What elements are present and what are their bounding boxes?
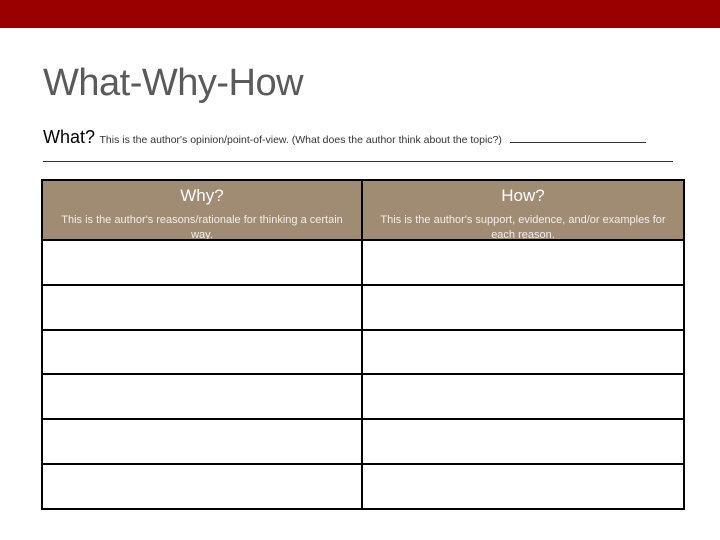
why-header-description: This is the author's reasons/rationale for thinking a certain way. — [61, 214, 343, 241]
how-cell-2[interactable] — [363, 284, 683, 329]
what-answer-blank[interactable] — [510, 132, 646, 143]
how-cell-1[interactable] — [363, 239, 683, 284]
how-cell-5[interactable] — [363, 418, 683, 463]
why-cell-6[interactable] — [43, 463, 363, 508]
how-cell-6[interactable] — [363, 463, 683, 508]
how-header-description: This is the author's support, evidence, and/or examples for each reason. — [380, 214, 666, 241]
why-cell-3[interactable] — [43, 329, 363, 374]
how-header-title: How? — [501, 186, 545, 205]
why-cell-5[interactable] — [43, 418, 363, 463]
what-prompt — [43, 127, 646, 148]
how-cell-4[interactable] — [363, 373, 683, 418]
what-answer-line[interactable] — [43, 161, 673, 162]
top-accent-bar — [0, 0, 720, 28]
why-header-title: Why? — [180, 186, 224, 205]
why-cell-1[interactable] — [43, 239, 363, 284]
why-how-table — [41, 179, 685, 510]
how-cell-3[interactable] — [363, 329, 683, 374]
what-description: This is the author's opinion/point-of-view. (What does the author think about the topic?) — [99, 134, 502, 146]
what-label: What? — [43, 127, 96, 147]
page-title: What-Why-How — [43, 62, 304, 104]
why-cell-4[interactable] — [43, 373, 363, 418]
how-header — [363, 181, 683, 239]
why-cell-2[interactable] — [43, 284, 363, 329]
why-header — [43, 181, 363, 239]
